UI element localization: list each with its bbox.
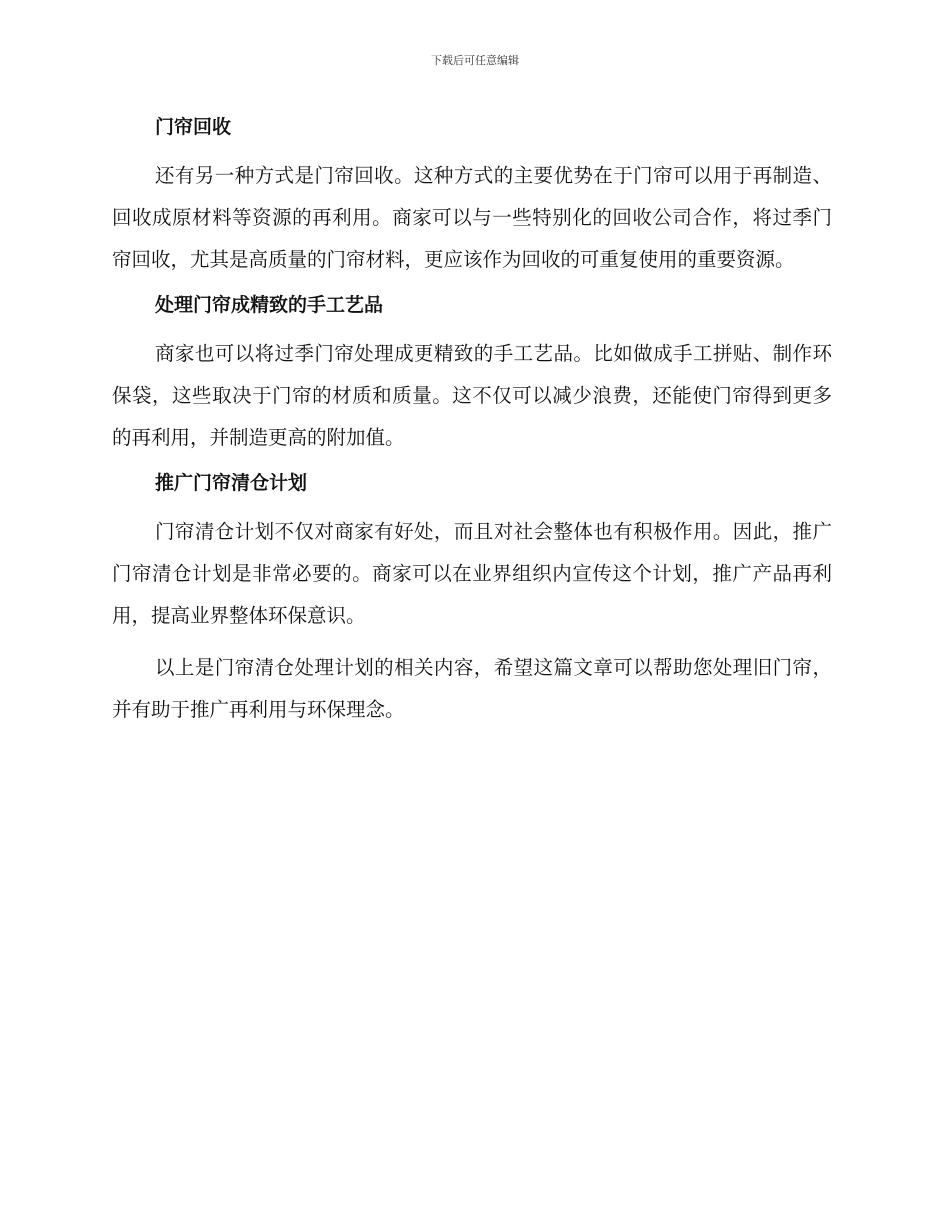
- page-header: 下载后可任意编辑: [431, 54, 519, 67]
- section-heading-recycling: 门帘回收: [155, 116, 232, 138]
- section-heading-handicraft: 处理门帘成精致的手工艺品: [155, 294, 384, 316]
- paragraph-handicraft: 商家也可以将过季门帘处理成更精致的手工艺品。比如做成手工拼贴、制作环保袋，这些取决于门帘的材质和质量。这不仅可以减少浪费，还能使门帘得到更多的再利用，并制造更高的附加值。: [112, 342, 832, 449]
- paragraph-promotion: 门帘清仓计划不仅对商家有好处，而且对社会整体也有积极作用。因此，推广门帘清仓计划是非常必要的。商家可以在业界组织内宣传这个计划，推广产品再利用，提高业界整体环保意识。: [112, 520, 832, 627]
- paragraph-recycling: 还有另一种方式是门帘回收。这种方式的主要优势在于门帘可以用于再制造、回收成原材料等资源的再利用。商家可以与一些特别化的回收公司合作，将过季门帘回收，尤其是高质量的门帘材料，更应该作为回收的可重复使用的重要资源。: [112, 164, 832, 271]
- paragraph-conclusion: 以上是门帘清仓处理计划的相关内容，希望这篇文章可以帮助您处理旧门帘，并有助于推广再利用与环保理念。: [112, 656, 832, 721]
- document-body: [112, 107, 832, 741]
- section-heading-promotion: 推广门帘清仓计划: [155, 472, 308, 494]
